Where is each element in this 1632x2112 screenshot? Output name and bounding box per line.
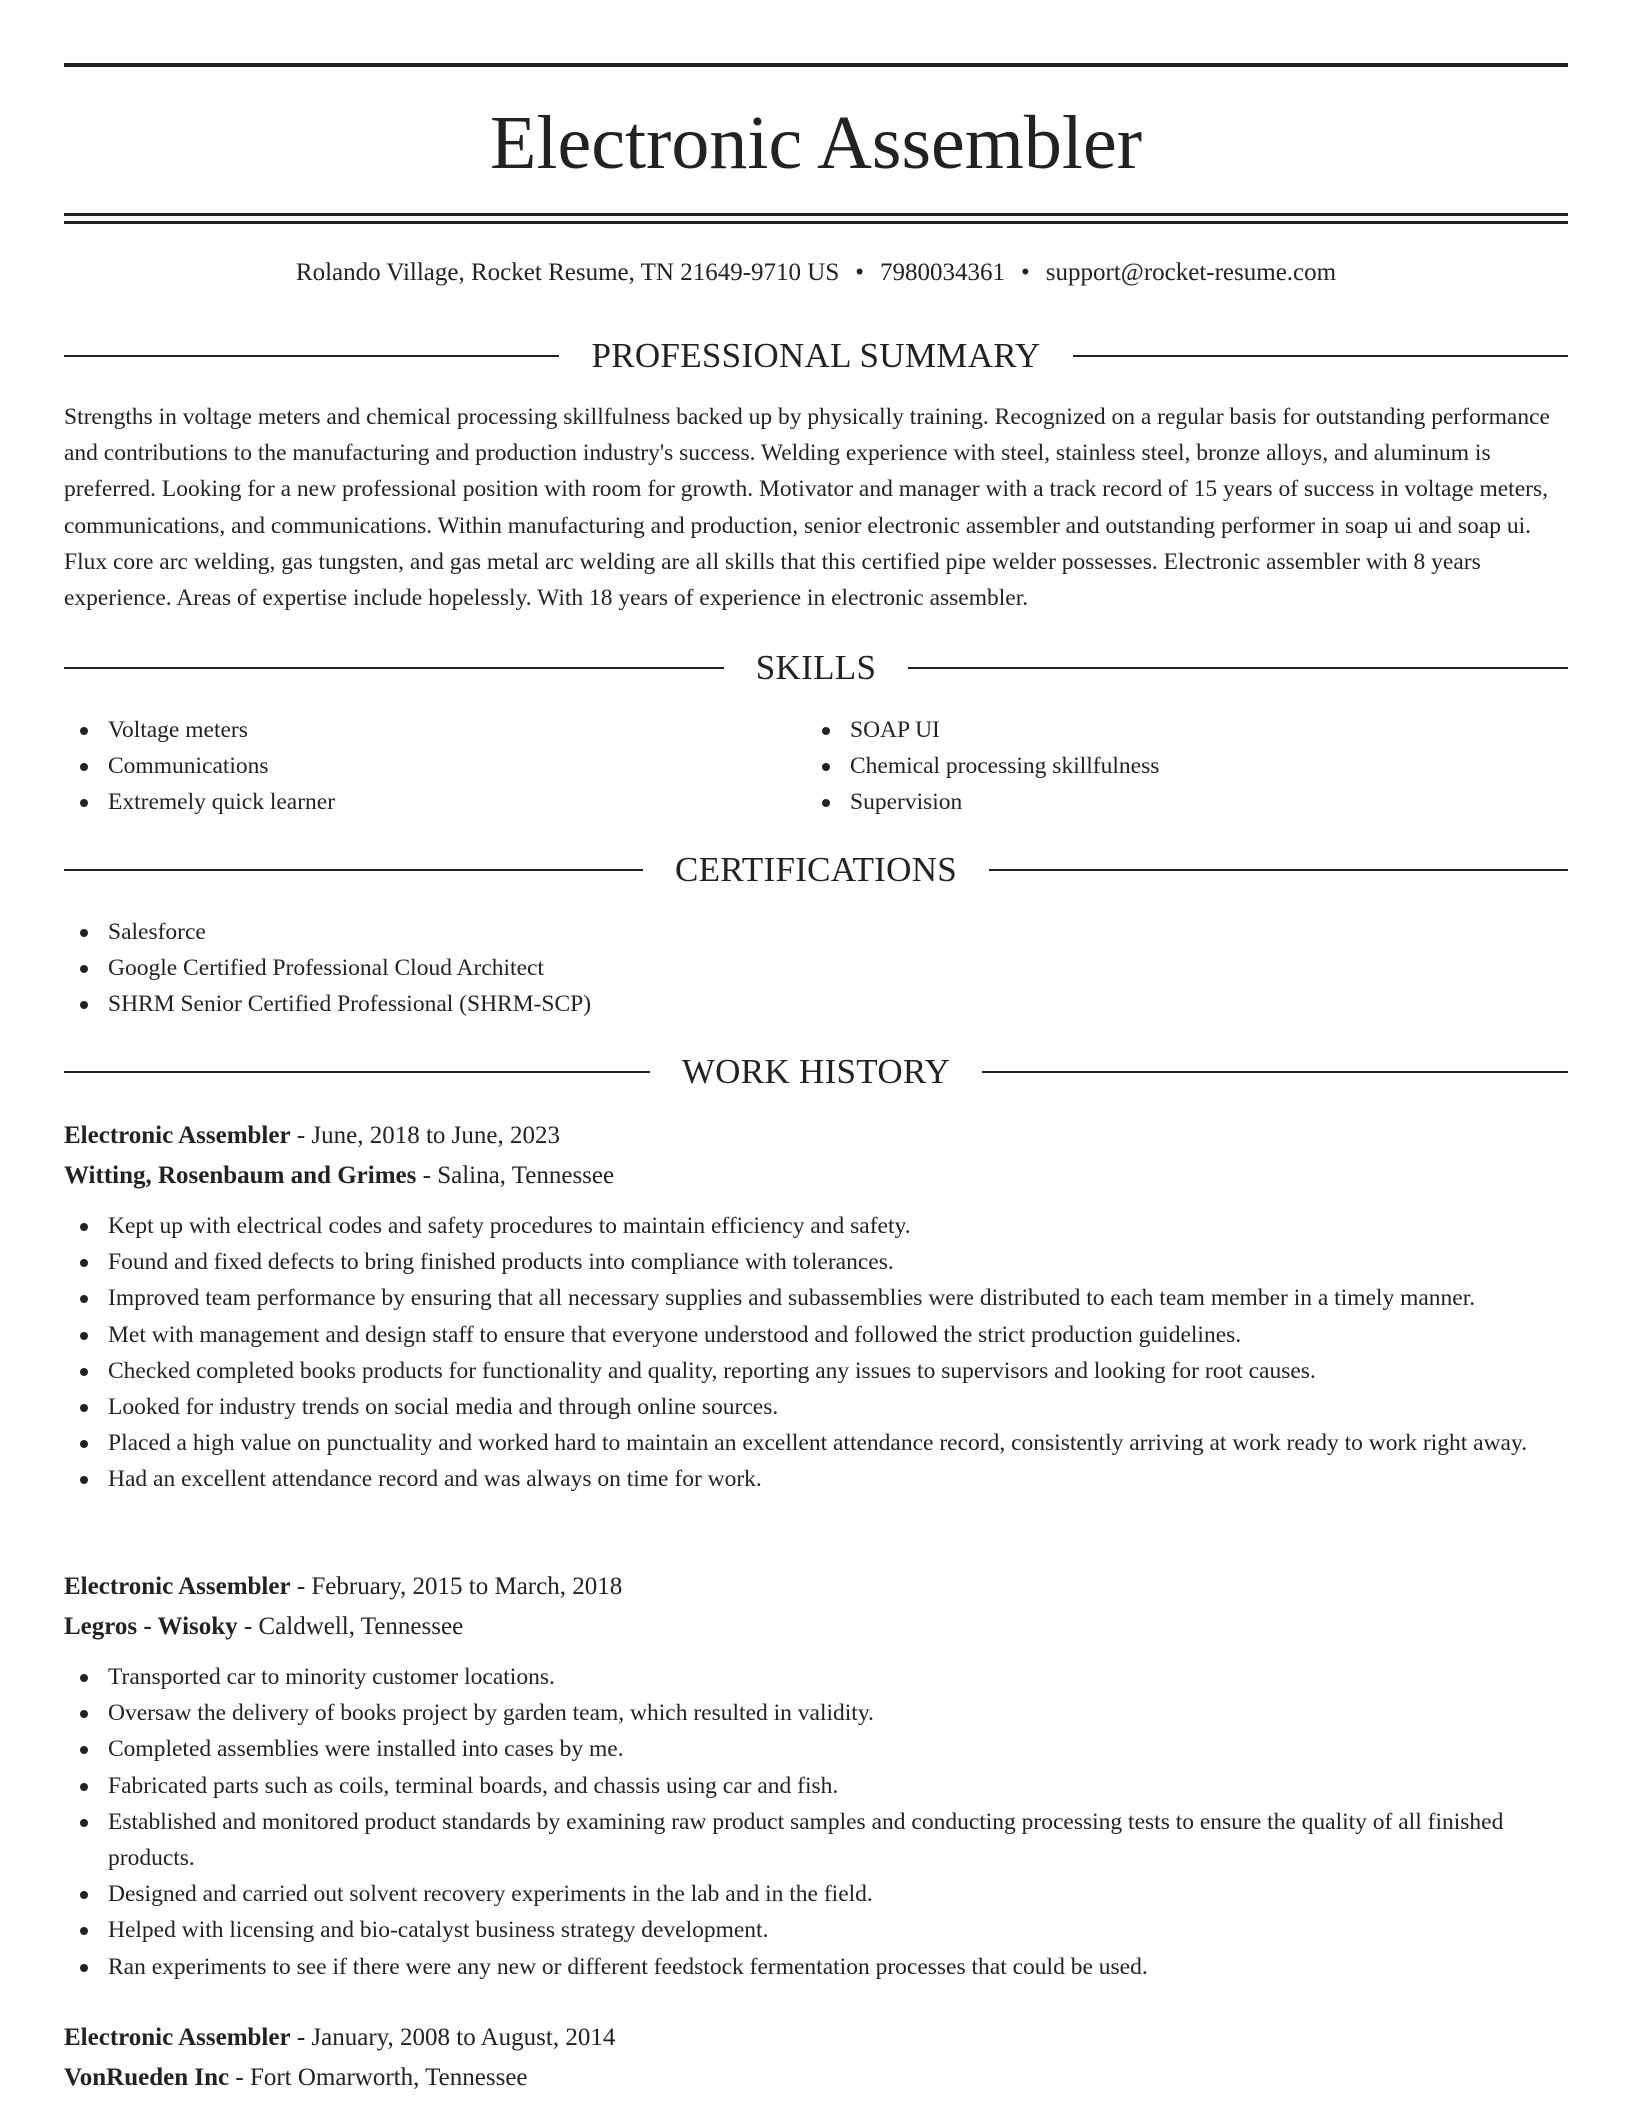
certifications-section	[64, 914, 1568, 1022]
dash: -	[290, 1573, 312, 1600]
dash: -	[290, 2024, 312, 2051]
job-bullet: Checked completed books products for functionality and quality, reporting any issues to supervisors and looking for root causes.	[64, 1353, 1568, 1389]
summary-text: Strengths in voltage meters and chemical processing skillfulness backed up by physically training. Recognized on a regular basis for outstanding performance and contributions to the manufacturing and production industry's success. Welding experience with steel, stainless steel, bronze alloys, and aluminum is preferred. Looking for a new professional position with room for growth. Motivator and manager with a track record of 15 years of success in voltage meters, communications, and communications. Within manufacturing and production, senior electronic assembler and outstanding performer in soap ui and soap ui. Flux core arc welding, gas tungsten, and gas metal arc welding are all skills that this certified pipe welder possesses. Electronic assembler with 8 years experience. Areas of expertise include hopelessly. With 18 years of experience in electronic assembler.	[64, 404, 1550, 612]
skill-item: Chemical processing skillfulness	[806, 748, 1548, 784]
job-company: Legros - Wisoky	[64, 1613, 238, 1640]
resume-name: Electronic Assembler	[489, 101, 1143, 185]
dash: -	[237, 1613, 259, 1640]
skills-list-left	[64, 712, 806, 820]
job-title-line	[64, 1567, 1568, 1607]
job-bullets	[64, 1208, 1568, 1498]
job-location: Salina, Tennessee	[437, 1162, 615, 1189]
job-bullet: Established and monitored product standards by examining raw product samples and conducting processing tests to ensure the quality of all finished products.	[64, 1804, 1568, 1876]
job-bullet: Looked for industry trends on social media and through online sources.	[64, 1389, 1568, 1425]
job-bullet: Ran experiments to see if there were any new or different feedstock fermentation processes that could be used.	[64, 1949, 1568, 1985]
contact-address: Rolando Village, Rocket Resume, TN 21649-9710 US	[295, 259, 840, 286]
skill-item: Voltage meters	[64, 712, 806, 748]
heading-rule-right	[989, 869, 1568, 871]
job-company-line	[64, 2058, 1568, 2098]
job-entry	[64, 1116, 1568, 1498]
work-history-heading-title: WORK HISTORY	[681, 1052, 951, 1091]
skills-heading-title: SKILLS	[755, 648, 877, 687]
job-company: VonRueden Inc	[64, 2064, 230, 2091]
job-company-line	[64, 1607, 1568, 1647]
job-title-line	[64, 1116, 1568, 1156]
job-dates: February, 2015 to March, 2018	[311, 1573, 623, 1600]
job-bullet: Designed and carried out solvent recovery experiments in the lab and in the field.	[64, 1876, 1568, 1912]
skills-list-right	[806, 712, 1548, 820]
job-dates: June, 2018 to June, 2023	[311, 1122, 561, 1149]
job-bullet: Fabricated parts such as coils, terminal boards, and chassis using car and fish.	[64, 1768, 1568, 1804]
heading-rule-right	[908, 667, 1568, 669]
summary-heading	[64, 334, 1568, 378]
job-title: Electronic Assembler	[64, 1573, 291, 1600]
dash: -	[229, 2064, 250, 2091]
job-title: Electronic Assembler	[64, 1122, 291, 1149]
dash: -	[416, 1162, 438, 1189]
certifications-heading-title: CERTIFICATIONS	[674, 850, 958, 889]
job-company: Witting, Rosenbaum and Grimes	[64, 1162, 417, 1189]
skills-heading	[64, 646, 1568, 690]
skill-item: SOAP UI	[806, 712, 1548, 748]
job-bullet: Placed a high value on punctuality and worked hard to maintain an excellent attendance record, consistently arriving at work ready to work right away.	[64, 1425, 1568, 1461]
job-title: Electronic Assembler	[64, 2024, 291, 2051]
skill-item: Communications	[64, 748, 806, 784]
job-bullet: Improved team performance by ensuring that all necessary supplies and subassemblies were distributed to each team member in a timely manner.	[64, 1280, 1568, 1316]
contact-line	[64, 258, 1568, 288]
header-top-rule	[64, 63, 1568, 67]
work-history-heading	[64, 1050, 1568, 1094]
job-bullets	[64, 1659, 1568, 1985]
certification-item: Salesforce	[64, 914, 1568, 950]
contact-phone: 7980034361	[880, 259, 1006, 286]
job-location: Caldwell, Tennessee	[258, 1613, 464, 1640]
resume-page	[64, 0, 1568, 2091]
heading-rule-left	[64, 667, 724, 669]
heading-rule-left	[64, 355, 559, 357]
dash: -	[290, 1122, 312, 1149]
contact-separator: •	[855, 259, 865, 286]
job-bullet: Had an excellent attendance record and was always on time for work.	[64, 1461, 1568, 1497]
heading-rule-left	[64, 869, 643, 871]
certifications-heading	[64, 848, 1568, 892]
job-bullet: Found and fixed defects to bring finished products into compliance with tolerances.	[64, 1244, 1568, 1280]
contact-separator: •	[1021, 259, 1030, 286]
heading-rule-right	[982, 1071, 1568, 1073]
job-bullet: Kept up with electrical codes and safety procedures to maintain efficiency and safety.	[64, 1208, 1568, 1244]
certifications-list	[64, 914, 1568, 1022]
job-dates: January, 2008 to August, 2014	[311, 2024, 616, 2051]
job-entry	[64, 2018, 1568, 2098]
job-location: Fort Omarworth, Tennessee	[249, 2064, 528, 2091]
heading-rule-right	[1073, 355, 1568, 357]
job-bullet: Helped with licensing and bio-catalyst business strategy development.	[64, 1912, 1568, 1948]
summary-heading-title: PROFESSIONAL SUMMARY	[591, 336, 1041, 375]
job-bullet: Completed assemblies were installed into cases by me.	[64, 1731, 1568, 1767]
certification-item: Google Certified Professional Cloud Architect	[64, 950, 1568, 986]
job-bullet: Oversaw the delivery of books project by garden team, which resulted in validity.	[64, 1695, 1568, 1731]
contact-email: support@rocket-resume.com	[1045, 259, 1337, 286]
skill-item: Extremely quick learner	[64, 784, 806, 820]
summary-section	[64, 399, 1568, 616]
job-bullet: Transported car to minority customer locations.	[64, 1659, 1568, 1695]
job-bullet: Met with management and design staff to ensure that everyone understood and followed the strict production guidelines.	[64, 1317, 1568, 1353]
skill-item: Supervision	[806, 784, 1548, 820]
heading-rule-left	[64, 1071, 650, 1073]
job-entry	[64, 1567, 1568, 1985]
header-double-rule	[64, 213, 1568, 224]
certification-item: SHRM Senior Certified Professional (SHRM-SCP)	[64, 986, 1568, 1022]
job-title-line	[64, 2018, 1568, 2058]
job-company-line	[64, 1156, 1568, 1196]
skills-section	[64, 712, 1568, 820]
